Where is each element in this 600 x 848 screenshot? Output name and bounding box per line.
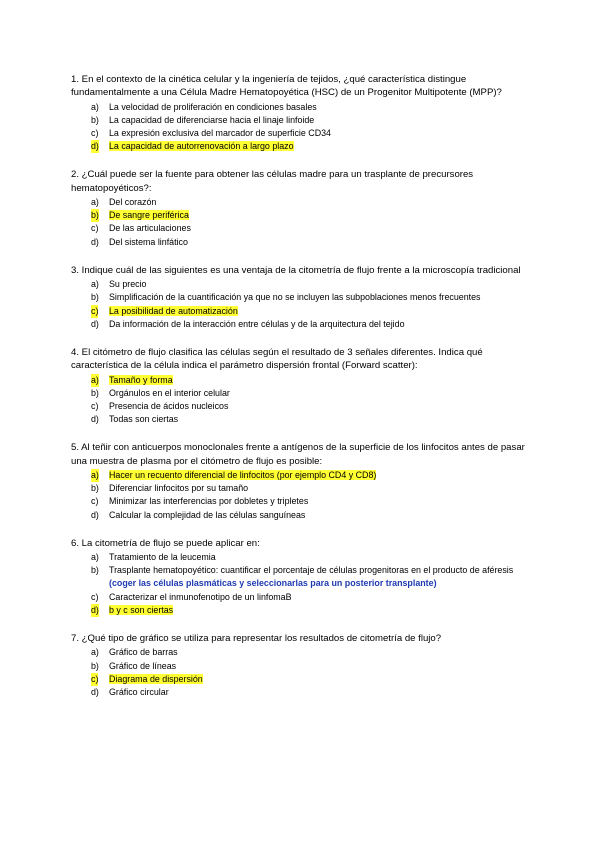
option-letter: b): [91, 483, 99, 494]
question-text: 6. La citometría de flujo se puede aplicar en:: [71, 537, 260, 549]
option-c-highlighted: [71, 673, 541, 686]
option-d: [71, 318, 541, 331]
option-letter: c): [91, 305, 98, 318]
option-text: La expresión exclusiva del marcador de superficie CD34: [109, 128, 331, 138]
option-text: De sangre periférica: [109, 210, 189, 221]
option-a: [71, 101, 541, 114]
option-letter: a): [91, 101, 99, 112]
question-4: [71, 346, 541, 426]
option-text: Todas son ciertas: [109, 414, 179, 425]
question-list: [71, 73, 541, 714]
option-text: La capacidad de autorrenovación a largo plazo: [109, 141, 294, 152]
question-3: [71, 264, 541, 331]
option-letter: d): [91, 686, 99, 697]
option-text: b y c son ciertas: [109, 604, 174, 615]
option-letter: b): [91, 292, 99, 303]
option-d: [71, 236, 541, 249]
option-text: Diagrama de dispersión: [109, 673, 203, 684]
option-letter: a): [91, 469, 99, 482]
option-d: [71, 509, 541, 522]
option-text: Tamaño y forma: [109, 374, 173, 385]
option-text: Gráfico de barras: [109, 647, 178, 658]
question-6: [71, 537, 541, 617]
option-letter: c): [91, 400, 99, 411]
option-text: Orgánulos en el interior celular: [109, 387, 230, 398]
option-letter: b): [91, 114, 99, 125]
option-letter: a): [91, 647, 99, 658]
option-list: [71, 196, 541, 249]
option-b: [71, 660, 541, 673]
option-letter: d): [91, 604, 99, 617]
option-b: [71, 114, 541, 127]
question-text: 3. Indique cuál de las siguientes es una ventaja de la citometría de flujo frente a la microscopía tradicional: [71, 264, 521, 276]
option-list: [71, 374, 541, 427]
option-text: Simplificación de la cuantificación ya que no se incluyen las subpoblaciones menos frecuentes: [109, 292, 481, 303]
option-c: [71, 222, 541, 235]
question-text: 5. Al teñir con anticuerpos monoclonales frente a antígenos de la superficie de los linfocitos antes de pasar una muestra de plasma por el citómetro de flujo es posible:: [71, 442, 525, 467]
option-text: Hacer un recuento diferencial de linfocitos (por ejemplo CD4 y CD8): [109, 469, 377, 480]
question-text: 2. ¿Cuál puede ser la fuente para obtener las células madre para un trasplante de precursores hematopoyéticos?:: [71, 169, 474, 194]
option-a: [71, 196, 541, 209]
option-text: Gráfico circular: [109, 686, 169, 697]
option-letter: c): [91, 673, 98, 686]
option-letter: d): [91, 318, 99, 329]
option-text: La posibilidad de automatización: [109, 305, 238, 316]
option-text: Presencia de ácidos nucleicos: [109, 400, 229, 411]
option-list: [71, 646, 541, 699]
option-a-highlighted: [71, 374, 541, 387]
option-text: Gráfico de líneas: [109, 660, 177, 671]
option-a: [71, 278, 541, 291]
option-text: La velocidad de proliferación en condiciones basales: [109, 101, 317, 112]
option-text: Diferenciar linfocitos por su tamaño: [109, 483, 249, 494]
question-5: [71, 441, 541, 521]
option-note: (coger las células plasmáticas y seleccionarlas para un posterior transplante): [109, 578, 437, 589]
option-d-highlighted: [71, 140, 541, 153]
option-letter: a): [91, 552, 99, 563]
option-letter: a): [91, 197, 99, 207]
option-letter: d): [91, 236, 99, 247]
option-b-highlighted: [71, 209, 541, 222]
option-c: [71, 591, 541, 604]
option-letter: a): [91, 279, 99, 290]
option-letter: a): [91, 374, 99, 387]
option-letter: c): [91, 496, 99, 507]
option-c: [71, 495, 541, 508]
question-1: [71, 73, 541, 153]
option-a-highlighted: [71, 469, 541, 482]
option-b: [71, 482, 541, 495]
option-letter: d): [91, 509, 99, 520]
option-letter: c): [91, 223, 99, 234]
option-d: [71, 686, 541, 699]
option-c: [71, 127, 541, 140]
option-text: Tratamiento de la leucemia: [109, 552, 216, 563]
option-d-highlighted: [71, 604, 541, 617]
option-list: [71, 551, 541, 617]
question-text: 4. El citómetro de flujo clasifica las células según el resultado de 3 señales diferentes. Indica qué característica de la célula indica el parámetro dispersión frontal (Forward scatter):: [71, 346, 483, 372]
option-list: [71, 101, 541, 154]
option-text: Da información de la interacción entre células y de la arquitectura del tejido: [109, 318, 405, 329]
option-letter: c): [91, 591, 99, 602]
option-letter: b): [91, 209, 99, 222]
option-a: [71, 646, 541, 659]
option-c: [71, 400, 541, 413]
option-text: Su precio: [109, 279, 147, 290]
option-text: Del corazón: [109, 197, 157, 207]
option-letter: b): [91, 387, 99, 398]
option-list: [71, 278, 541, 331]
option-text: Calcular la complejidad de las células sanguíneas: [109, 509, 306, 520]
option-list: [71, 469, 541, 522]
option-d: [71, 413, 541, 426]
option-b: [71, 291, 541, 304]
option-letter: d): [91, 140, 99, 153]
option-letter: b): [91, 660, 99, 671]
option-text: La capacidad de diferenciarse hacia el linaje linfoide: [109, 114, 315, 125]
question-7: [71, 632, 541, 699]
question-2: [71, 168, 541, 248]
option-letter: d): [91, 414, 99, 425]
question-text: 7. ¿Qué tipo de gráfico se utiliza para representar los resultados de citometría de flujo?: [71, 633, 442, 645]
option-letter: c): [91, 128, 99, 138]
option-text: Minimizar las interferencias por dobletes y tripletes: [109, 496, 309, 507]
option-b: [71, 387, 541, 400]
option-a: [71, 551, 541, 564]
option-letter: b): [91, 565, 99, 576]
option-b: [71, 564, 541, 590]
option-c-highlighted: [71, 305, 541, 318]
option-text: Trasplante hematopoyético: cuantificar el porcentaje de células progenitoras en el producto de aféresis: [109, 565, 514, 576]
option-text: Caracterizar el inmunofenotipo de un linfomaB: [109, 591, 292, 602]
option-text: Del sistema linfático: [109, 236, 188, 247]
question-text: 1. En el contexto de la cinética celular y la ingeniería de tejidos, ¿qué característica distingue fundamentalmente a una Célula Madre Hematopoyética (HSC) de un Progenitor Multipotente (MPP)?: [71, 74, 502, 99]
option-text: De las articulaciones: [109, 223, 191, 234]
